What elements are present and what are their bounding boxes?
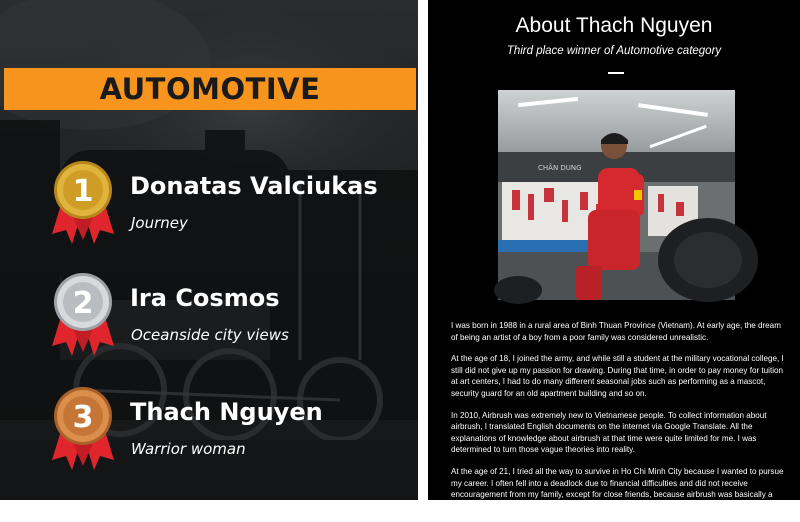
winner-first-place (50, 160, 410, 250)
winner-work-title: Oceanside city views (131, 326, 289, 344)
category-title: AUTOMOTIVE (99, 72, 321, 106)
winner-name: Thach Nguyen (130, 398, 323, 426)
winner-third-place (50, 386, 410, 476)
artist-bio (451, 320, 785, 522)
artist-photo (498, 90, 735, 300)
winner-name: Ira Cosmos (130, 284, 280, 312)
about-panel (428, 0, 800, 511)
bio-paragraph: I was born in 1988 in a rural area of Binh Thuan Province (Vietnam). At early age, the dream of being an artist of a boy from a poor family was considered unrealistic. (451, 321, 781, 342)
svg-text:3: 3 (72, 400, 94, 435)
title-divider (608, 72, 624, 74)
winner-second-place (50, 272, 410, 362)
bio-paragraph: At the age of 21, I tried all the way to survive in Ho Chi Minh City because I wanted to pursue my career. I often fell into a deadlock due to financial difficulties and did not receive encouragement from my family, except for close friends, because airbrush was basically a new concept to the majority. (451, 466, 784, 511)
about-title: About Thach Nguyen (515, 14, 713, 37)
silver-medal-icon (50, 272, 116, 360)
bio-paragraph: In 2010, Airbrush was extremely new to Vietnamese people. To collect information about airbrush, I translated English documents on the internet via Google Translate. All the explanations of knowledge about airbrush at that time were quite limited for me. I was determined to turn those vague theories into reality. (451, 410, 767, 455)
gold-medal-icon (50, 160, 116, 248)
svg-text:1: 1 (72, 174, 94, 209)
winner-work-title: Journey (131, 214, 188, 232)
winner-work-title: Warrior woman (131, 440, 246, 458)
panel-divider (418, 0, 428, 500)
bio-paragraph: At the age of 18, I joined the army, and while still a student at the military vocational college, I still did not give up my passion for drawing. During that time, in order to pay money for tuition at art centers, I had to do many different seasonal jobs such as performing as a mascot, security guard for an old apartment building and so on. (451, 354, 784, 398)
svg-text:2: 2 (72, 286, 94, 321)
svg-text:CHÂN DUNG: CHÂN DUNG (538, 164, 582, 172)
category-banner (4, 68, 416, 110)
winner-name: Donatas Valciukas (130, 172, 378, 200)
about-subtitle: Third place winner of Automotive category (506, 45, 722, 57)
bronze-medal-icon (50, 386, 116, 474)
